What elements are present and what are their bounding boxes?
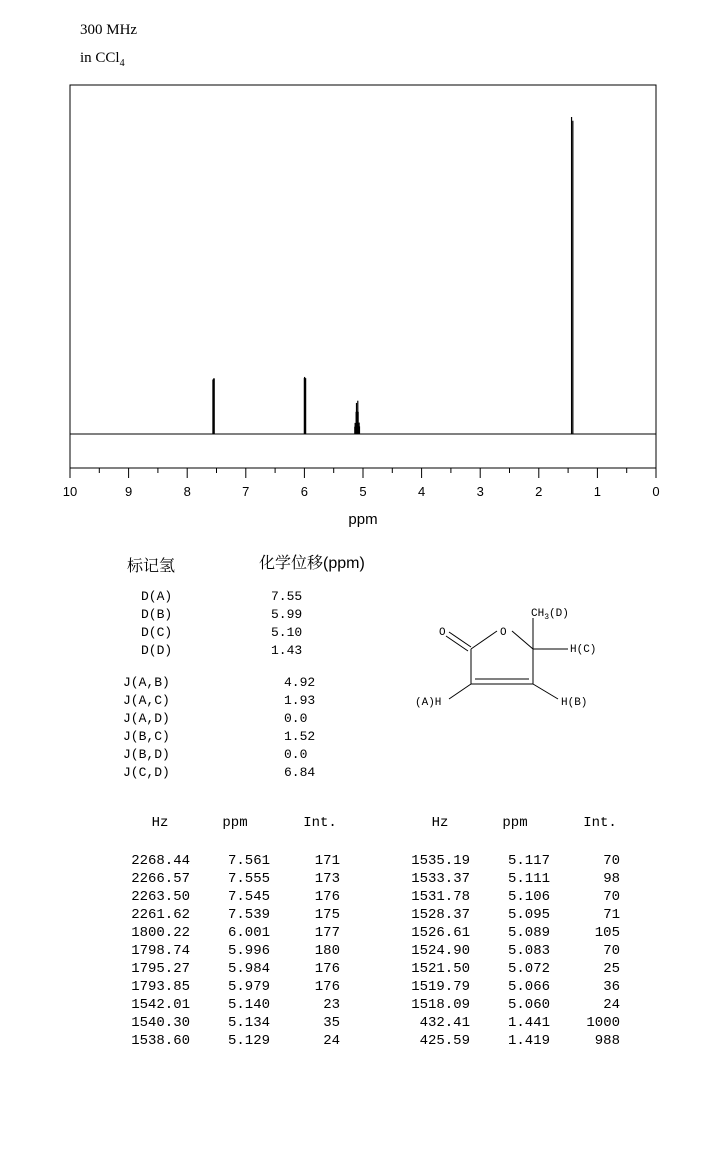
shift-value: 5.10	[271, 625, 303, 640]
peak-intensity: 36	[603, 979, 620, 995]
x-tick-label: 3	[476, 484, 484, 499]
peak-intensity: 177	[314, 925, 340, 941]
peak-ppm: 5.134	[227, 1015, 270, 1031]
peak-intensity: 180	[314, 943, 340, 959]
x-tick-label: 9	[124, 484, 133, 499]
coupling-value: 0.0	[284, 747, 308, 762]
x-tick-label: 5	[359, 484, 367, 499]
label-hb: H(B)	[561, 697, 588, 709]
peak-hz: 1533.37	[411, 871, 470, 887]
peak-hz: 425.59	[419, 1033, 470, 1049]
peak-ppm: 5.996	[227, 943, 270, 959]
peak-ppm: 5.129	[227, 1033, 270, 1049]
peak-hz: 1540.30	[131, 1015, 190, 1031]
x-tick-label: 7	[242, 484, 250, 499]
peak-hz: 1535.19	[411, 853, 470, 869]
peak-hz: 1526.61	[411, 925, 470, 941]
atom-carbonyl-oxygen: O	[439, 627, 446, 639]
peak-intensity: 175	[314, 907, 340, 923]
peak-intensity: 25	[603, 961, 620, 977]
peak-intensity: 171	[314, 853, 340, 869]
coupling-label: J(B,C)	[123, 729, 170, 744]
peak-ppm: 7.561	[227, 853, 270, 869]
nmr-spectrum-chart	[0, 0, 723, 540]
shift-value: 5.99	[271, 607, 303, 622]
x-tick-label: 6	[300, 484, 309, 499]
peak-hz: 1538.60	[131, 1033, 190, 1049]
peak-intensity: 35	[323, 1015, 340, 1031]
peak-intensity: 24	[323, 1033, 340, 1049]
coupling-label: J(A,D)	[123, 711, 170, 726]
bond-c4-hb	[533, 684, 558, 699]
peak-hz: 1795.27	[131, 961, 190, 977]
peak-intensity: 176	[314, 961, 340, 977]
peak-hz: 2263.50	[131, 889, 190, 905]
coupling-value: 1.52	[284, 729, 316, 744]
peak-hz: 1542.01	[131, 997, 190, 1013]
peak-table-header: Int.	[303, 815, 337, 831]
peak-ppm: 1.419	[507, 1033, 550, 1049]
peak-intensity: 70	[603, 889, 620, 905]
x-tick-label: 8	[183, 484, 191, 499]
coupling-value: 1.93	[284, 693, 316, 708]
peak-hz: 1518.09	[411, 997, 470, 1013]
coupling-value: 6.84	[284, 765, 316, 780]
label-ch3-base: CH	[531, 608, 545, 620]
peak-intensity: 70	[603, 853, 620, 869]
label-ch3-tag: (D)	[549, 608, 569, 620]
bond-carbonyl-double	[446, 636, 468, 651]
bond-c3-ha	[449, 684, 471, 699]
label-column-header: 标记氢	[127, 558, 176, 575]
peak-table-header: Hz	[431, 815, 449, 831]
label-hc: H(C)	[570, 644, 597, 656]
peak-ppm: 5.984	[227, 961, 270, 977]
atom-ring-oxygen: O	[500, 627, 507, 639]
peak-ppm: 7.539	[227, 907, 270, 923]
coupling-value: 4.92	[284, 675, 316, 690]
peak-hz: 1524.90	[411, 943, 470, 959]
shift-label: D(B)	[141, 607, 173, 622]
peak-hz: 1521.50	[411, 961, 470, 977]
x-tick-label: 4	[417, 484, 426, 499]
peak-intensity: 176	[314, 979, 340, 995]
peak-hz: 1519.79	[411, 979, 470, 995]
label-ch3	[531, 608, 569, 622]
peak-hz: 1798.74	[131, 943, 190, 959]
x-tick-label: 0	[652, 484, 660, 499]
x-axis-ticks	[70, 468, 656, 478]
x-tick-label: 2	[535, 484, 543, 499]
spectrometer-frequency: 300 MHz	[80, 22, 138, 38]
plot-frame	[70, 85, 656, 468]
peak-ppm: 5.140	[227, 997, 270, 1013]
peak-intensity: 176	[314, 889, 340, 905]
peak-hz: 432.41	[419, 1015, 470, 1031]
solvent-subscript: 4	[119, 58, 125, 69]
peak-ppm: 5.106	[507, 889, 550, 905]
coupling-label: J(A,C)	[123, 693, 170, 708]
bond-carbonyl	[449, 632, 471, 647]
peak-ppm: 5.979	[227, 979, 270, 995]
x-tick-label: 10	[62, 484, 78, 499]
molecule-structure	[405, 600, 615, 710]
label-ch3-subscript: 3	[544, 613, 550, 622]
peak-ppm: 5.111	[507, 871, 550, 887]
coupling-label: J(A,B)	[123, 675, 170, 690]
label-ha: (A)H	[415, 697, 442, 709]
peak-intensity: 70	[603, 943, 620, 959]
peak-ppm: 5.060	[507, 997, 550, 1013]
shift-label: D(A)	[141, 589, 173, 604]
peak-ppm: 5.117	[507, 853, 550, 869]
peak-table-header: ppm	[502, 815, 528, 831]
shift-column-header: 化学位移(ppm)	[259, 555, 365, 572]
shift-value: 1.43	[271, 643, 303, 658]
peak-table-header: Int.	[583, 815, 617, 831]
peak-hz: 1793.85	[131, 979, 190, 995]
peak-ppm: 5.089	[507, 925, 550, 941]
peak-ppm: 5.083	[507, 943, 550, 959]
peak-ppm: 5.095	[507, 907, 550, 923]
coupling-label: J(B,D)	[123, 747, 170, 762]
solvent-prefix: in CCl	[80, 50, 120, 66]
peak-hz: 2261.62	[131, 907, 190, 923]
peaks-group	[213, 117, 573, 434]
shift-label: D(D)	[141, 643, 173, 658]
shift-value: 7.55	[271, 589, 303, 604]
x-axis-tick-labels	[63, 484, 660, 499]
coupling-label: J(C,D)	[123, 765, 170, 780]
peak-hz: 2266.57	[131, 871, 190, 887]
x-tick-label: 1	[593, 484, 602, 499]
peak-intensity: 988	[594, 1033, 620, 1049]
peak-intensity: 98	[603, 871, 620, 887]
peak-hz: 2268.44	[131, 853, 190, 869]
peak-intensity: 23	[323, 997, 340, 1013]
peak-ppm: 7.545	[227, 889, 270, 905]
peak-intensity: 1000	[586, 1015, 620, 1031]
x-axis-label: ppm	[348, 511, 378, 528]
peak-hz: 1528.37	[411, 907, 470, 923]
peak-ppm: 5.066	[507, 979, 550, 995]
peak-hz: 1531.78	[411, 889, 470, 905]
bond-o1-c5	[512, 631, 533, 649]
bond-c2-o1	[471, 631, 497, 649]
peak-ppm: 7.555	[227, 871, 270, 887]
peak-intensity: 24	[603, 997, 620, 1013]
shift-label: D(C)	[141, 625, 173, 640]
peak-ppm: 5.072	[507, 961, 550, 977]
peak-ppm: 6.001	[227, 925, 270, 941]
peak-ppm: 1.441	[507, 1015, 550, 1031]
peak-intensity: 105	[594, 925, 620, 941]
peak-intensity: 173	[314, 871, 340, 887]
peak-table-header: Hz	[151, 815, 169, 831]
peak-hz: 1800.22	[131, 925, 190, 941]
peak-table-header: ppm	[222, 815, 248, 831]
peak-intensity: 71	[603, 907, 620, 923]
coupling-value: 0.0	[284, 711, 308, 726]
